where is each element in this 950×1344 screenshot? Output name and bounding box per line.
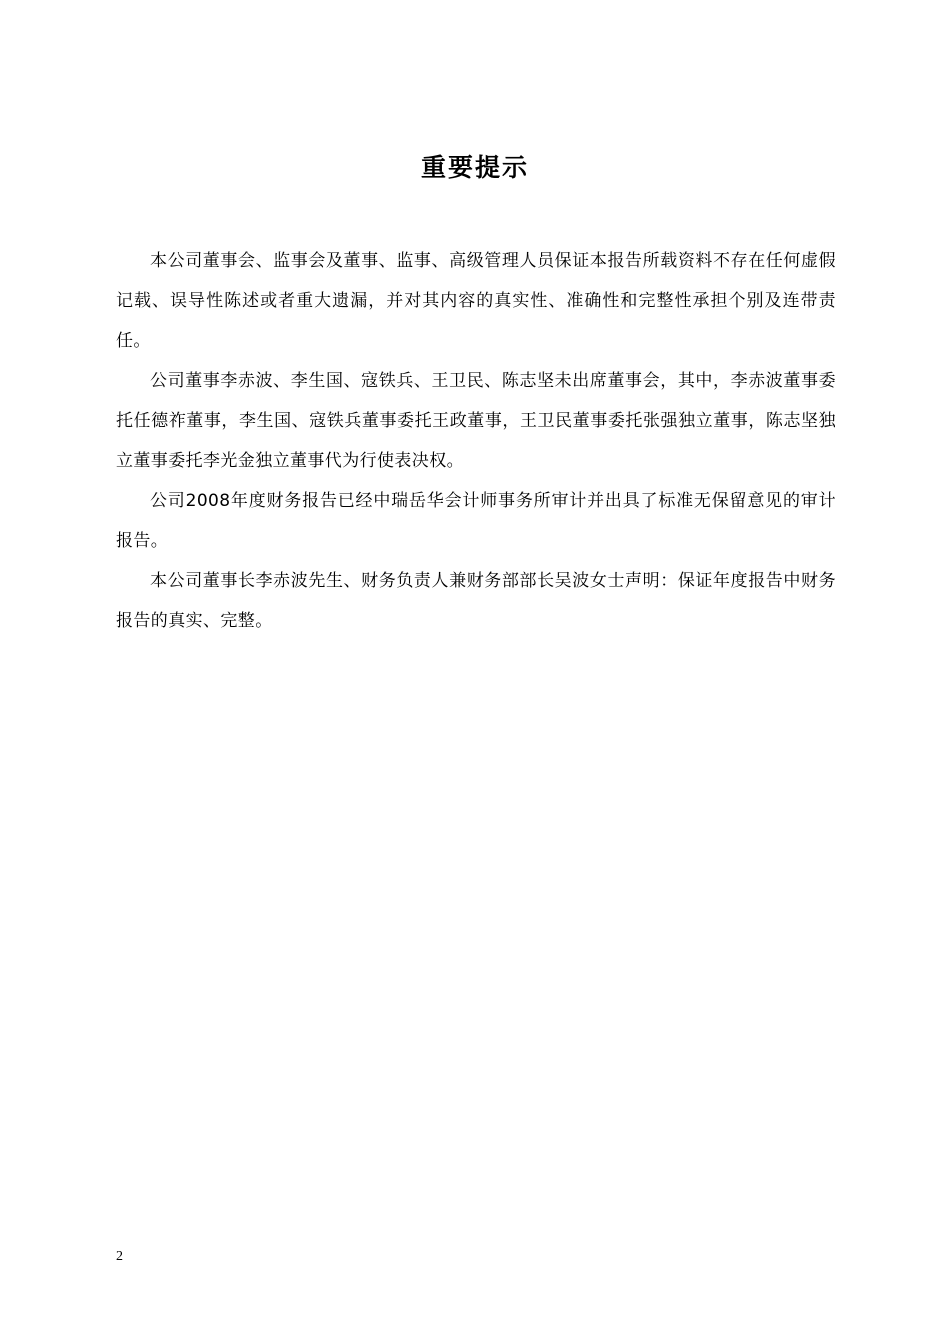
paragraph-chairman-declaration: 本公司董事长李赤波先生、财务负责人兼财务部部长吴波女士声明：保证年度报告中财务报告的真实、完整。 bbox=[116, 571, 836, 631]
page-number: 2 bbox=[116, 1249, 123, 1264]
paragraph-audit-opinion: 公司2008年度财务报告已经中瑞岳华会计师事务所审计并出具了标准无保留意见的审计报告。 bbox=[116, 491, 836, 551]
page-title: 重要提示 bbox=[420, 153, 529, 182]
paragraph-absent-directors: 公司董事李赤波、李生国、寇铁兵、王卫民、陈志坚未出席董事会，其中，李赤波董事委托任德祚董事，李生国、寇铁兵董事委托王政董事，王卫民董事委托张强独立董事，陈志坚独立董事委托李光金独立董事代为行使表决权。 bbox=[116, 371, 836, 471]
notice-body bbox=[116, 241, 836, 641]
paragraph-responsibility-statement: 本公司董事会、监事会及董事、监事、高级管理人员保证本报告所载资料不存在任何虚假记载、误导性陈述或者重大遗漏，并对其内容的真实性、准确性和完整性承担个别及连带责任。 bbox=[116, 251, 836, 351]
